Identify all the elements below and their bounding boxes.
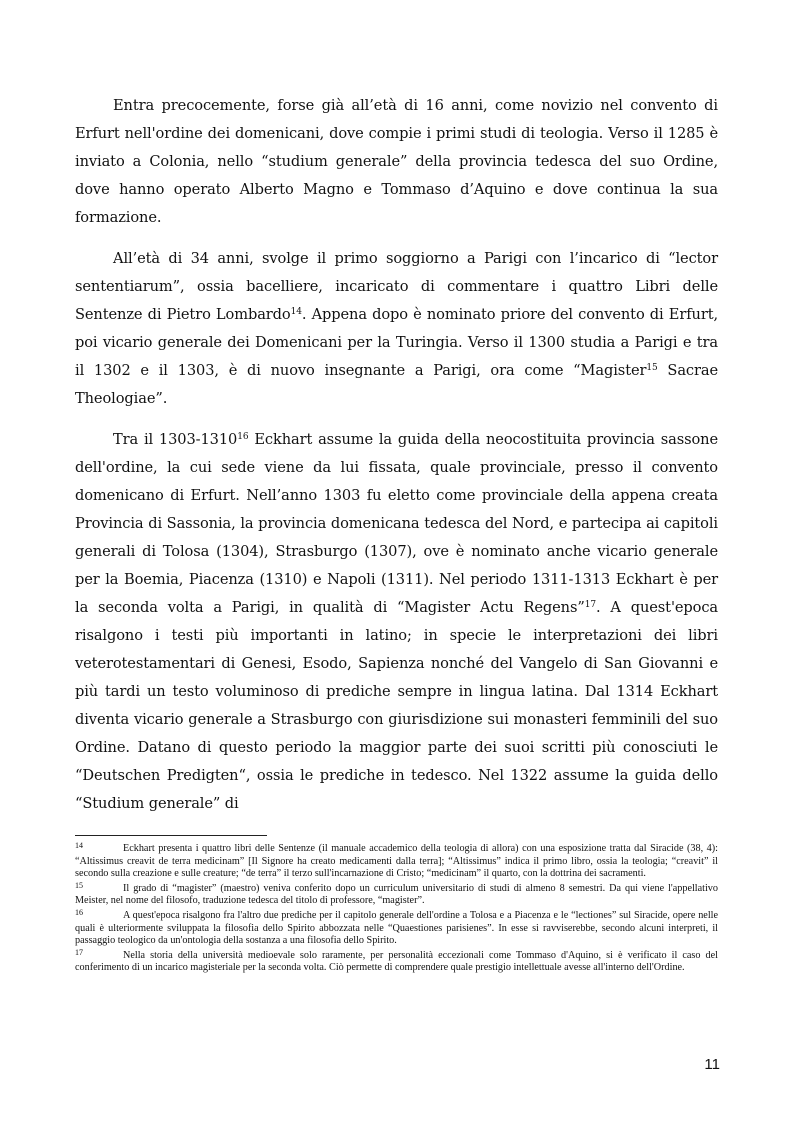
footnote-17: 17 Nella storia della università medioevale solo raramente, per personalità eccezionali come Tommaso d'Aquino, si è verificato il caso del conferimento di un incarico magisteriale per la seconda volta. Ciò permette di comprendere quale prestigio intellettuale avesse all'interno dell'Ordine. <box>75 947 718 974</box>
footnotes <box>75 843 718 977</box>
footnote-text: Il grado di “magister” (maestro) veniva conferito dopo un curriculum universitario di studi di almeno 8 semestri. Da qui viene l'appellativo Meister, nel nome del filosofo, traduzione tedesca del titolo di professore, “magister”. <box>75 882 718 907</box>
footnote-ref-17[interactable]: 17 <box>584 600 597 610</box>
footnote-text: Nella storia della università medioevale solo raramente, per personalità eccezionali come Tommaso d'Aquino, si è verificato il caso del conferimento di un incarico magisteriale per la seconda volta. Ciò permette di comprendere quale prestigio intellettuale avesse all'interno dell'Ordine. <box>75 949 718 974</box>
paragraph-2-text-c: Sacrae Theologiae”. <box>75 362 719 407</box>
footnote-text: Eckhart presenta i quattro libri delle Sentenze (il manuale accademico della teologia di allora) con una esposizione tratta dal Siracide (38, 4): “Altissimus creavit de terra medicinam” [Il Signore ha creato medicamenti dalla terra]; “Altissimus” indica il primo libro, ossia la teologia; “creavit” il secondo sulla creazione e sulle creature; “de terra” il terzo sull'incarnazione di Cristo; “medicinam” il quarto, con la dottrina dei sacramenti. <box>75 843 718 880</box>
paragraph-3-text-b: Eckhart assume la guida della neocostituita provincia sassone dell'ordine, la cui sede viene da lui fissata, quale provinciale, presso il convento domenicano di Erfurt. Nell’anno 1303 fu eletto come provinciale della appena creata Provincia di Sassonia, la provincia domenicana tedesca del Nord, e partecipa ai capitoli generali di Tolosa (1304), Strasburgo (1307), ove è nominato anche vicario generale per la Boemia, Piacenza (1310) e Napoli (1311). Nel periodo 1311-1313 Eckhart è per la seconda volta a Parigi, in qualità di “Magister Actu Regens” <box>75 431 719 616</box>
paragraph-1-text: Entra precocemente, forse già all’età di 16 anni, come novizio nel convento di Erfurt nell'ordine dei domenicani, dove compie i primi studi di teologia. Verso il 1285 è inviato a Colonia, nello “studium generale” della provincia tedesca del suo Ordine, dove hanno operato Alberto Magno e Tommaso d’Aquino e dove continua la sua formazione. <box>75 97 718 226</box>
paragraph-1 <box>75 92 718 232</box>
footnote-ref-15[interactable]: 15 <box>646 363 658 373</box>
main-text <box>75 92 718 831</box>
paragraph-3-text-a: Tra il 1303-1310 <box>113 431 238 448</box>
paragraph-2 <box>75 245 718 413</box>
paragraph-3 <box>75 426 718 818</box>
page-number: 11 <box>704 1056 720 1073</box>
footnote-16: 16 A quest'epoca risalgono fra l'altro due prediche per il capitolo generale dell'ordine a Tolosa e a Piacenza e le “lectiones” sul Siracide, opere nelle quali è ulteriormente sviluppata la filosofia dello Spirito abbozzata nelle “Quaestiones parisienes”. In esse si ravviserebbe, secondo alcuni interpreti, il passaggio teologico da un'ontologia della sostanza a una filosofia dello Spirito. <box>75 907 718 947</box>
footnote-separator <box>75 835 267 836</box>
paragraph-2-text-a: All’età di 34 anni, svolge il primo soggiorno a Parigi con l’incarico di “lector sententiarum”, ossia bacelliere, incaricato di commentare i quattro Libri delle Sentenze di Pietro Lombardo <box>75 250 718 323</box>
footnote-ref-14[interactable]: 14 <box>290 307 302 317</box>
footnote-15: 15 Il grado di “magister” (maestro) veniva conferito dopo un curriculum universitario di studi di almeno 8 semestri. Da qui viene l'appellativo Meister, nel nome del filosofo, traduzione tedesca del titolo di professore, “magister”. <box>75 880 718 907</box>
footnote-14: 14 Eckhart presenta i quattro libri delle Sentenze (il manuale accademico della teologia di allora) con una esposizione tratta dal Siracide (38, 4): “Altissimus creavit de terra medicinam” [Il Signore ha creato medicamenti dalla terra]; “Altissimus” indica il primo libro, ossia la teologia; “creavit” il secondo sulla creazione e sulle creature; “de terra” il terzo sull'incarnazione di Cristo; “medicinam” il quarto, con la dottrina dei sacramenti. <box>75 841 718 880</box>
paragraph-2-text-b: . Appena dopo è nominato priore del convento di Erfurt, poi vicario generale dei Domenicani per la Turingia. Verso il 1300 studia a Parigi e tra il 1302 e il 1303, è di nuovo insegnante a Parigi, ora come “Magister <box>75 306 718 379</box>
footnote-text: A quest'epoca risalgono fra l'altro due prediche per il capitolo generale dell'ordine a Tolosa e a Piacenza e le “lectiones” sul Siracide, opere nelle quali è ulteriormente sviluppata la filosofia dello Spirito abbozzata nelle “Quaestiones parisienes”. In esse si ravviserebbe, secondo alcuni interpreti, il passaggio teologico da un'ontologia della sostanza a una filosofia dello Spirito. <box>75 909 718 947</box>
footnote-ref-16[interactable]: 16 <box>237 432 249 442</box>
paragraph-3-text-c: . A quest'epoca risalgono i testi più importanti in latino; in specie le interpretazioni dei libri veterotestamentari di Genesi, Esodo, Sapienza nonché del Vangelo di San Giovanni e più tardi un testo voluminoso di prediche sempre in lingua latina. Dal 1314 Eckhart diventa vicario generale a Strasburgo con giurisdizione sui monasteri femminili del suo Ordine. Datano di questo periodo la maggior parte dei suoi scritti più conosciuti le “Deutschen Predigten“, ossia le prediche in tedesco. Nel 1322 assume la guida dello “Studium generale” di <box>75 599 718 812</box>
